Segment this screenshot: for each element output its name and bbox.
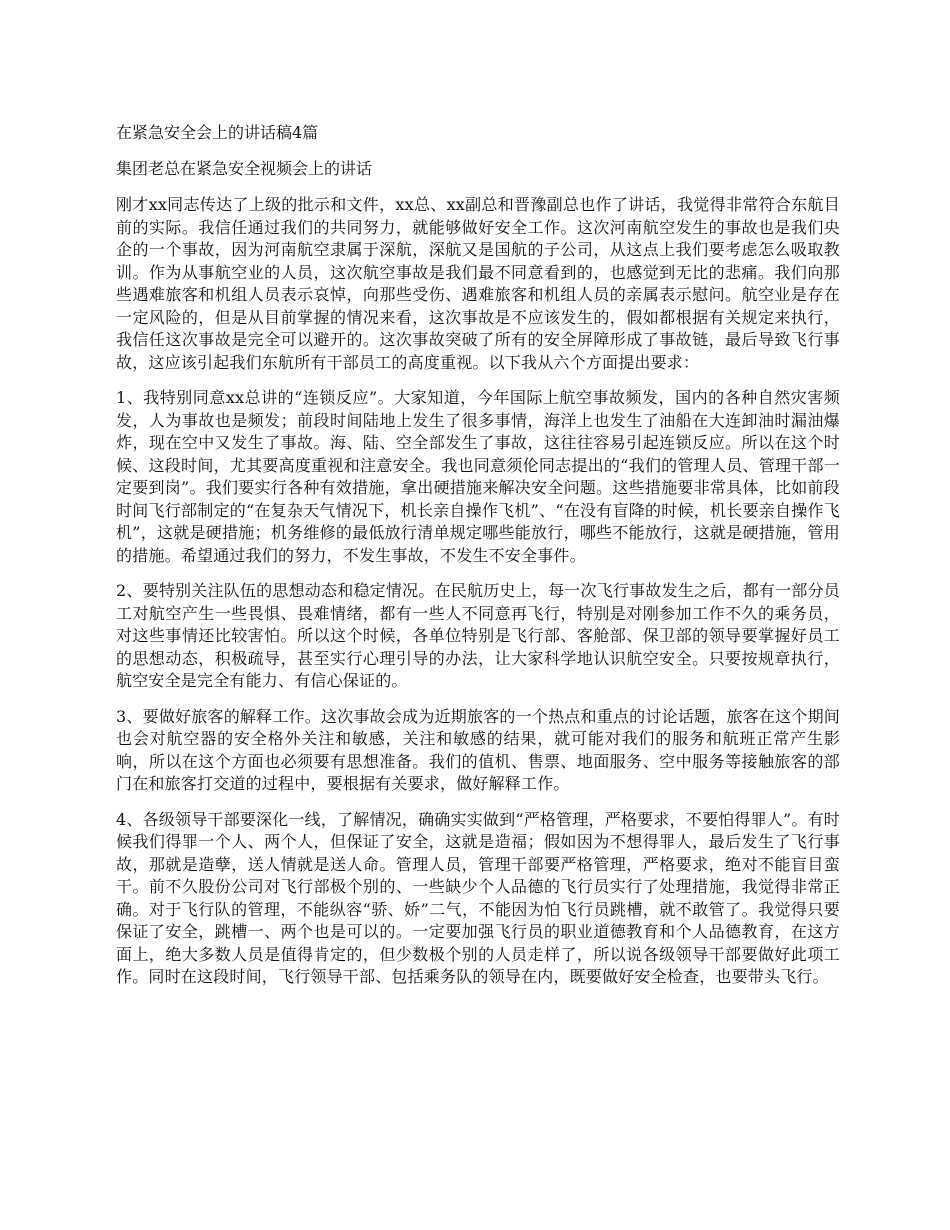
paragraph-point-2: 2、要特别关注队伍的思想动态和稳定情况。在民航历史上，每一次飞行事故发生之后，都有一部分员工对航空产生一些畏惧、畏难情绪，都有一些人不同意再飞行，特别是对刚参加工作不久的乘务员，对这些事情还比较害怕。所以这个时候，各单位特别是飞行部、客舱部、保卫部的领导要掌握好员工的思想动态，积极疏导，甚至实行心理引导的办法，让大家科学地认识航空安全。只要按规章执行，航空安全是完全有能力、有信心保证的。 — [116, 581, 840, 690]
paragraph-intro: 刚才xx同志传达了上级的批示和文件，xx总、xx副总和晋豫副总也作了讲话，我觉得非常符合东航目前的实际。我信任通过我们的共同努力，就能够做好安全工作。这次河南航空发生的事故也是我们央企的一个事故，因为河南航空隶属于深航，深航又是国航的子公司，从这点上我们要考虑怎么吸取教训。作为从事航空业的人员，这次航空事故是我们最不同意看到的，也感觉到无比的悲痛。我们向那些遇难旅客和机组人员表示哀悼，向那些受伤、遇难旅客和机组人员的亲属表示慰问。航空业是存在一定风险的，但是从目前掌握的情况来看，这次事故是不应该发生的，假如都根据有关规定来执行，我信任这次事故是完全可以避开的。这次事故突破了所有的安全屏障形成了事故链，最后导致飞行事故，这应该引起我们东航所有干部员工的高度重视。以下我从六个方面提出要求： — [116, 195, 840, 372]
document-subtitle: 集团老总在紧急安全视频会上的讲话 — [116, 159, 373, 178]
document-title: 在紧急安全会上的讲话稿4篇 — [116, 123, 319, 142]
paragraph-point-4: 4、各级领导干部要深化一线，了解情况，确确实实做到“严格管理，严格要求，不要怕得罪人”。有时候我们得罪一个人、两个人，但保证了安全，这就是造福；假如因为不想得罪人，最后发生了飞行事故，那就是造孽，送人情就是送人命。管理人员，管理干部要严格管理，严格要求，绝对不能盲目蛮干。前不久股份公司对飞行部极个别的、一些缺少个人品德的飞行员实行了处理措施，我觉得非常正确。对于飞行队的管理，不能纵容“骄、娇”二气，不能因为怕飞行员跳槽，就不敢管了。我觉得只要保证了安全，跳槽一、两个也是可以的。一定要加强飞行员的职业道德教育和个人品德教育，在这方面上，绝大多数人员是值得肯定的，但少数极个别的人员走样了，所以说各级领导干部要做好此项工作。同时在这段时间，飞行领导干部、包括乘务队的领导在内，既要做好安全检查，也要带头飞行。 — [116, 809, 840, 986]
document-page — [116, 122, 840, 1002]
paragraph-point-3: 3、要做好旅客的解释工作。这次事故会成为近期旅客的一个热点和重点的讨论话题，旅客在这个期间也会对航空器的安全格外关注和敏感，关注和敏感的结果，就可能对我们的服务和航班正常产生影响，所以在这个方面也必须要有思想准备。我们的值机、售票、地面服务、空中服务等接触旅客的部门在和旅客打交道的过程中，要根据有关要求，做好解释工作。 — [116, 706, 840, 793]
paragraph-point-1: 1、我特别同意xx总讲的“连锁反应”。大家知道，今年国际上航空事故频发，国内的各种自然灾害频发，人为事故也是频发；前段时间陆地上发生了很多事情，海洋上也发生了油船在大连卸油时漏油爆炸，现在空中又发生了事故。海、陆、空全部发生了事故，这往往容易引起连锁反应。所以在这个时候、这段时间，尤其要高度重视和注意安全。我也同意须伦同志提出的“我们的管理人员、管理干部一定要到岗”。我们要实行各种有效措施，拿出硬措施来解决安全问题。这些措施要非常具体，比如前段时间飞行部制定的“在复杂天气情况下，机长亲自操作飞机”、“在没有盲降的时候，机长要亲自操作飞机”，这就是硬措施；机务维修的最低放行清单规定哪些能放行，哪些不能放行，这就是硬措施，管用的措施。希望通过我们的努力，不发生事故，不发生不安全事件。 — [116, 388, 840, 565]
